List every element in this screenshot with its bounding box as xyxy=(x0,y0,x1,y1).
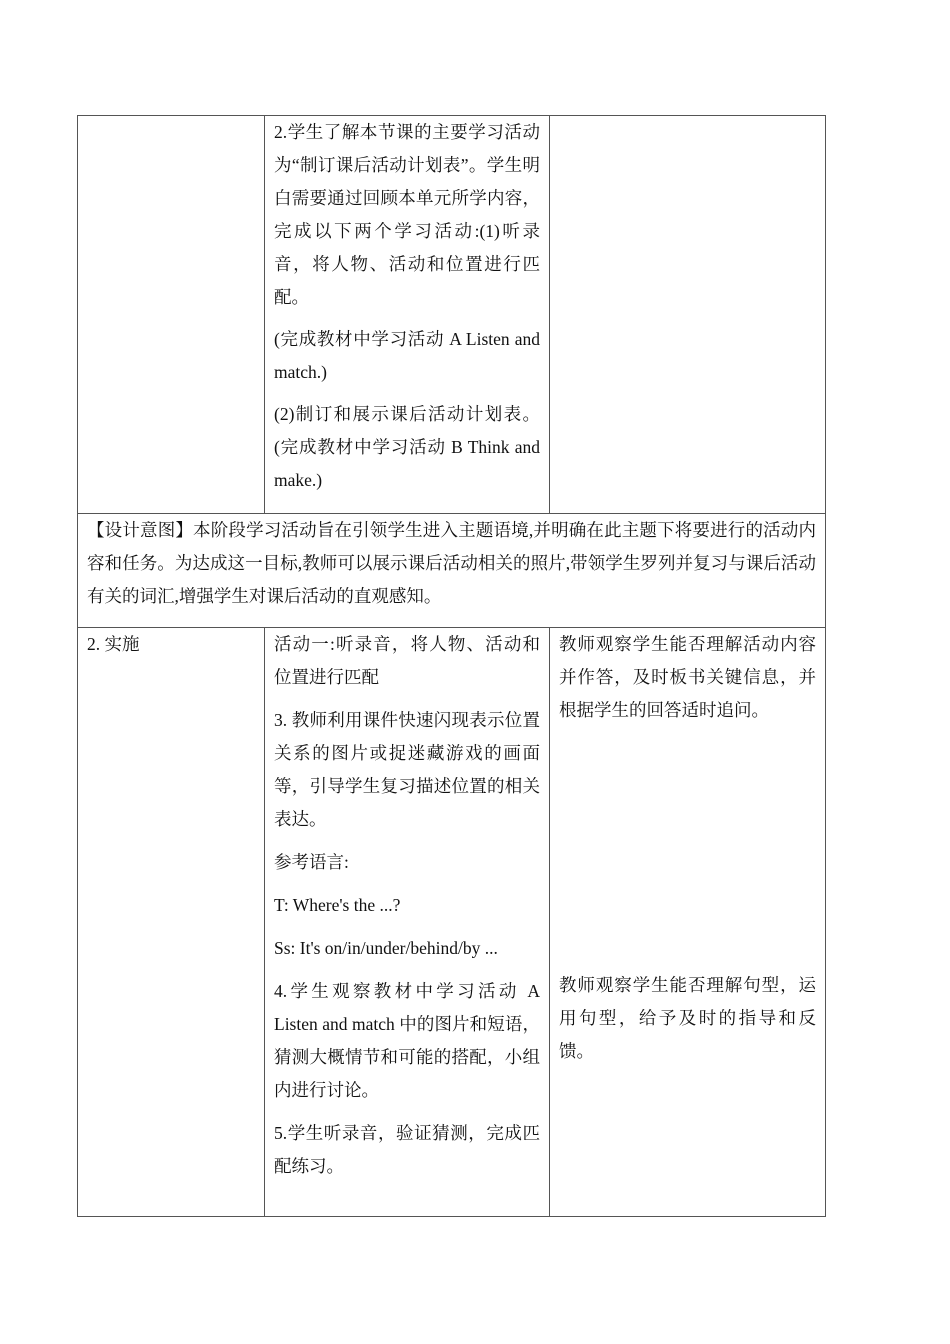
stage-label: 2. 实施 xyxy=(87,634,140,654)
assessment-cell xyxy=(550,628,826,1217)
activity-paragraph: (2)制订和展示课后活动计划表。(完成教材中学习活动 B Think and make.) xyxy=(274,404,540,490)
activity-paragraph: T: Where's the ...? xyxy=(274,895,401,915)
assessment-paragraph: 教师观察学生能否理解句型，运用句型，给予及时的指导和反馈。 xyxy=(559,975,816,1061)
table-row xyxy=(78,514,826,628)
lesson-plan-table xyxy=(77,115,826,1217)
activity-cell xyxy=(265,628,550,1217)
stage-cell xyxy=(78,628,265,1217)
activity-paragraph: 活动一:听录音，将人物、活动和位置进行匹配 xyxy=(274,634,540,687)
activity-cell xyxy=(265,116,550,514)
activity-paragraph: 5.学生听录音，验证猜测，完成匹配练习。 xyxy=(274,1123,540,1176)
stage-cell xyxy=(78,116,265,514)
activity-paragraph: 4.学生观察教材中学习活动 A Listen and match 中的图片和短语，猜测大概情节和可能的搭配，小组内进行讨论。 xyxy=(274,981,540,1100)
activity-paragraph: 参考语言: xyxy=(274,852,349,872)
activity-paragraph: 2.学生了解本节课的主要学习活动为“制订课后活动计划表”。学生明白需要通过回顾本单元所学内容，完成以下两个学习活动:(1)听录音，将人物、活动和位置进行匹配。 xyxy=(274,122,540,307)
design-intent-cell xyxy=(78,514,826,628)
assessment-cell xyxy=(550,116,826,514)
activity-paragraph: 3. 教师利用课件快速闪现表示位置关系的图片或捉迷藏游戏的画面等，引导学生复习描述位置的相关表达。 xyxy=(274,710,540,829)
table-row xyxy=(78,116,826,514)
table-row xyxy=(78,628,826,1217)
activity-paragraph: Ss: It's on/in/under/behind/by ... xyxy=(274,938,498,958)
design-intent-text: 【设计意图】本阶段学习活动旨在引领学生进入主题语境,并明确在此主题下将要进行的活动内容和任务。为达成这一目标,教师可以展示课后活动相关的照片,带领学生罗列并复习与课后活动有关的词汇,增强学生对课后活动的直观感知。 xyxy=(87,520,816,606)
activity-paragraph: (完成教材中学习活动 A Listen and match.) xyxy=(274,329,540,382)
assessment-paragraph: 教师观察学生能否理解活动内容并作答，及时板书关键信息，并根据学生的回答适时追问。 xyxy=(559,634,816,720)
spacer xyxy=(559,727,816,969)
